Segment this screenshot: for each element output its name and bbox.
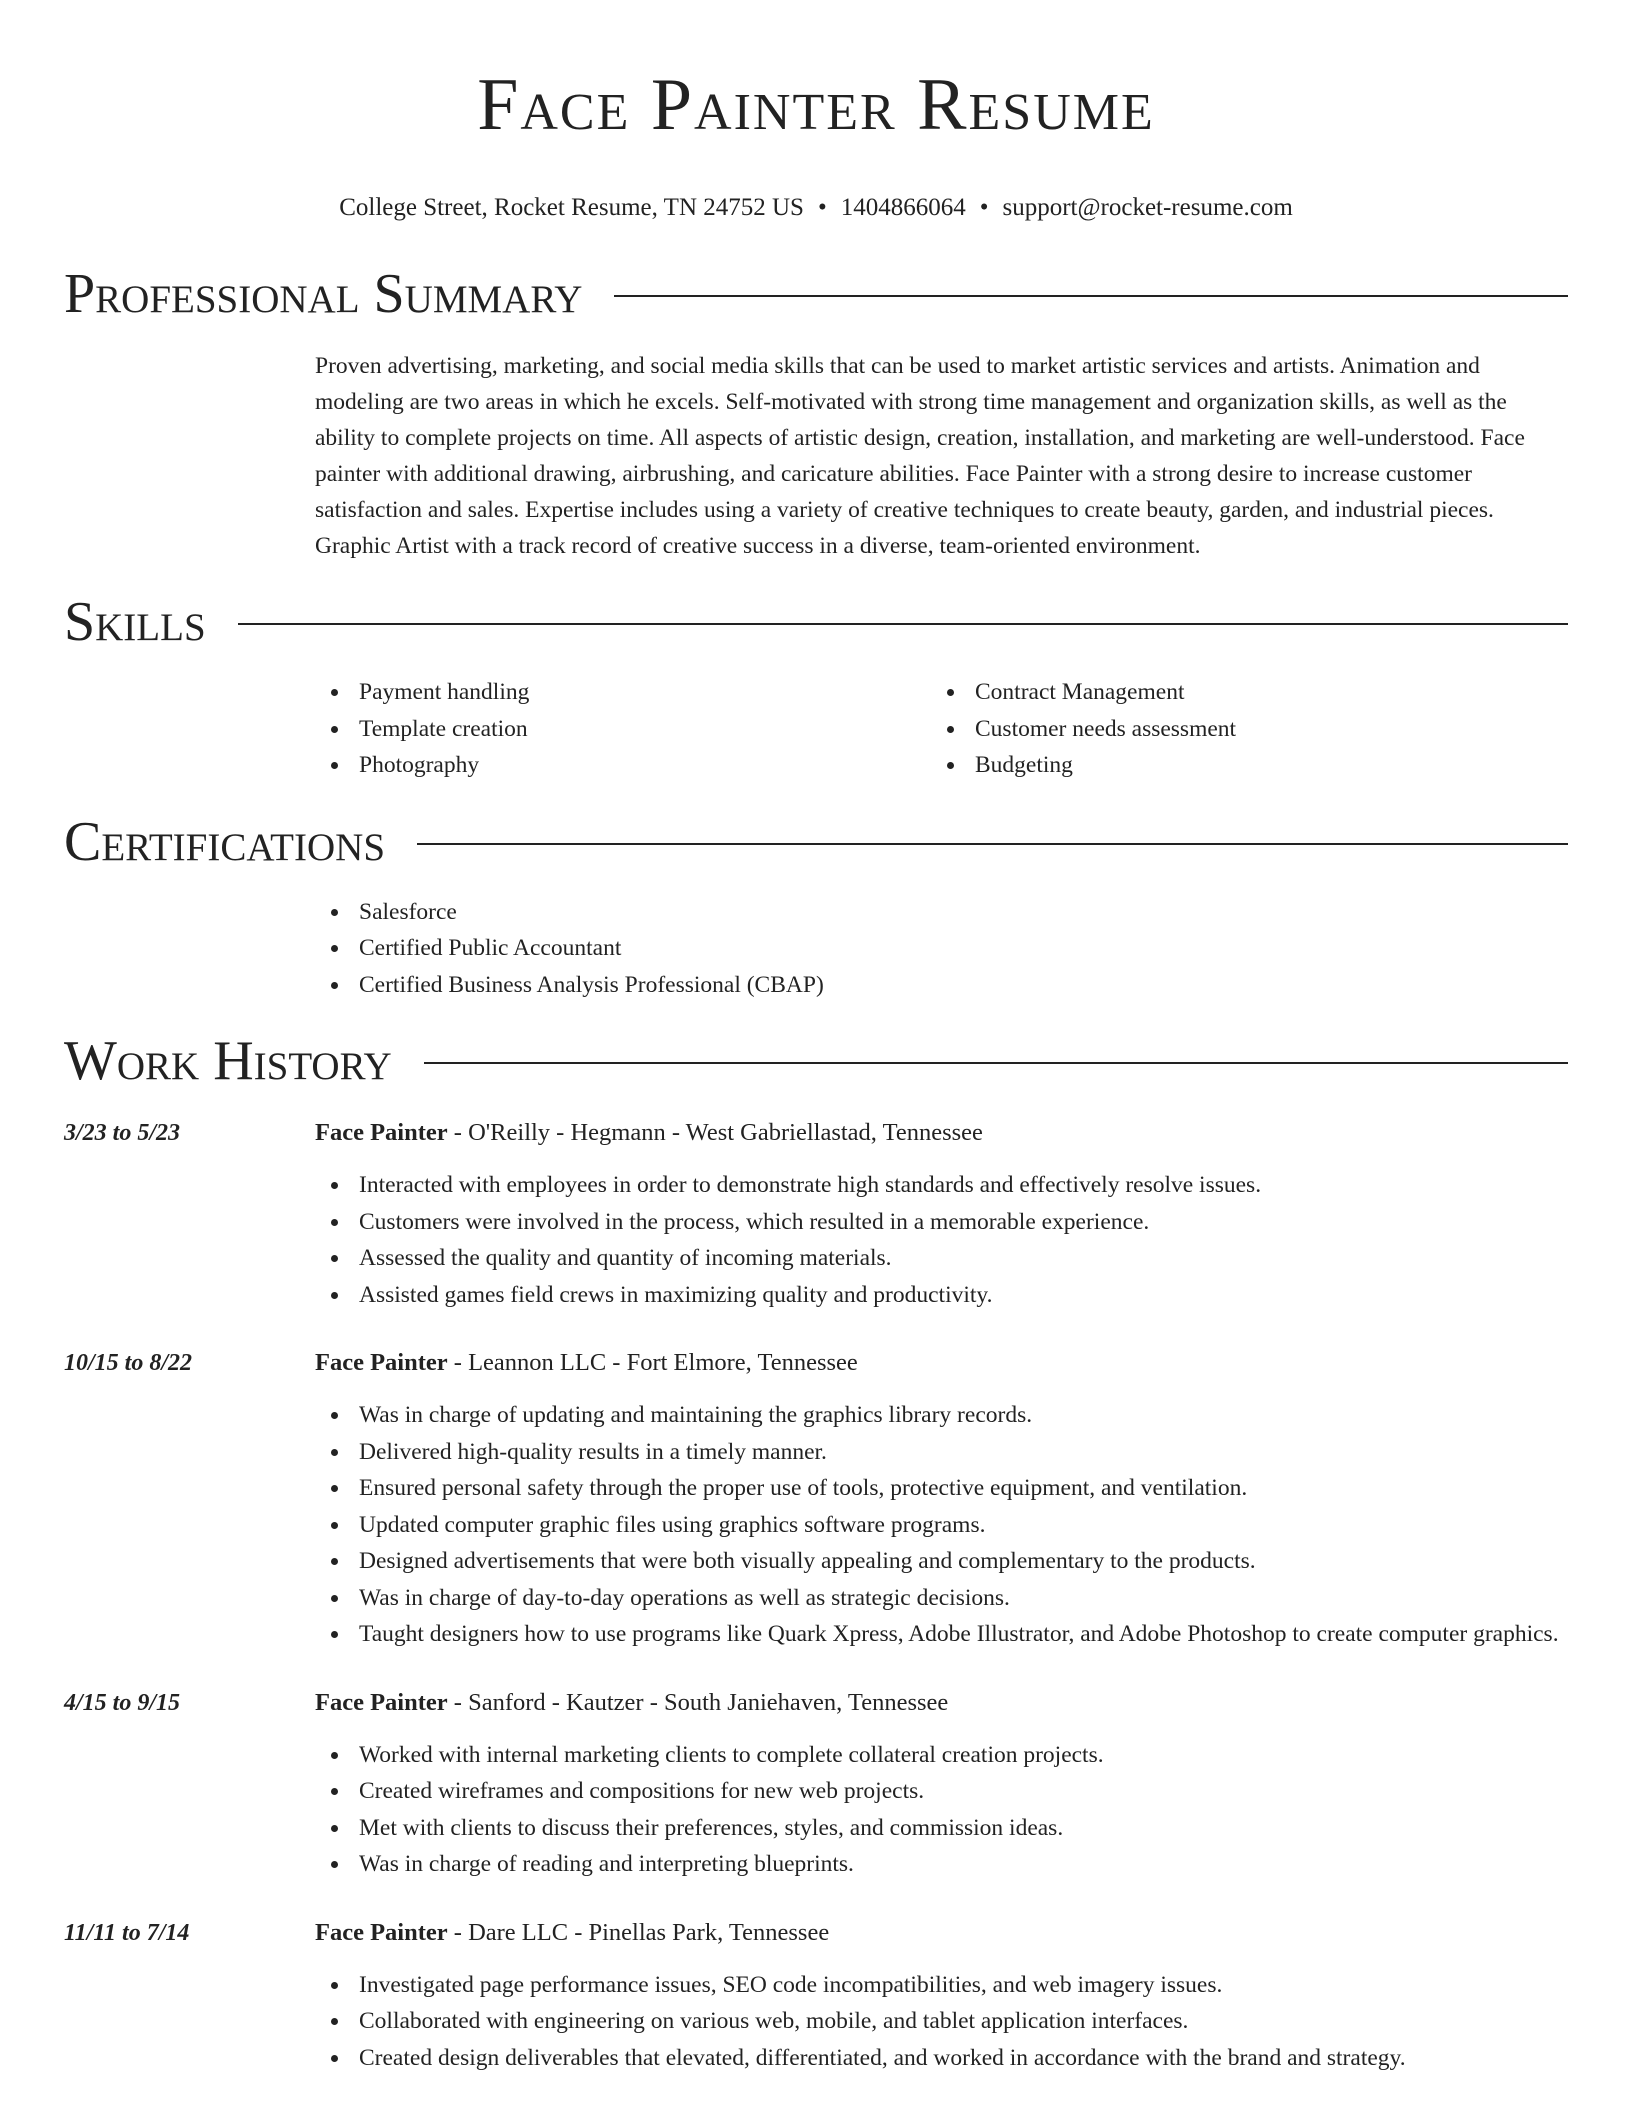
job-bullets (315, 1967, 1568, 2077)
contact-line (64, 192, 1568, 224)
job-heading (315, 1685, 1568, 1721)
work-history-section-header (64, 1029, 1568, 1093)
job-entry (64, 1115, 1568, 1313)
job-bullets (315, 1167, 1568, 1313)
skill-item: Photography (315, 747, 931, 784)
contact-separator: • (979, 194, 989, 221)
job-dates: 10/15 to 8/22 (64, 1350, 193, 1376)
summary-text: Proven advertising, marketing, and social media skills that can be used to market artistic services and artists. Animation and modeling are two areas in which he excels. Self-motivated with strong time management and organization skills, as well as the ability to complete projects on time. All aspects of artistic design, creation, installation, and marketing are well-understood. Face painter with additional drawing, airbrushing, and caricature abilities. Face Painter with a strong desire to increase customer satisfaction and sales. Expertise includes using a variety of creative techniques to create beauty, garden, and industrial pieces. Graphic Artist with a track record of creative success in a diverse, team-oriented environment. (315, 353, 1525, 559)
job-role: Face Painter (315, 1918, 448, 1946)
skill-item: Payment handling (315, 674, 931, 711)
contact-separator: • (817, 194, 827, 221)
job-bullet: Updated computer graphic files using graphics software programs. (315, 1507, 1568, 1544)
job-heading (315, 1915, 1568, 1951)
skills-heading: Skills (64, 591, 206, 653)
job-employer: - O'Reilly - Hegmann - West Gabriellastad, Tennessee (447, 1119, 983, 1146)
job-bullets (315, 1397, 1568, 1653)
certifications-section-header (64, 810, 1568, 874)
skills-grid (315, 674, 1568, 784)
summary-section-header (64, 262, 1568, 326)
skills-section-header (64, 590, 1568, 654)
job-entry (64, 1345, 1568, 1653)
certification-item: Certified Business Analysis Professional (CBAP) (315, 967, 1568, 1004)
job-body (315, 1915, 1568, 2077)
job-bullet: Ensured personal safety through the proper use of tools, protective equipment, and ventilation. (315, 1470, 1568, 1507)
section-divider (238, 623, 1568, 625)
job-heading (315, 1345, 1568, 1381)
job-dates: 3/23 to 5/23 (64, 1120, 181, 1146)
job-body (315, 1345, 1568, 1653)
job-bullet: Was in charge of reading and interpreting blueprints. (315, 1846, 1568, 1883)
job-bullet: Designed advertisements that were both visually appealing and complementary to the products. (315, 1543, 1568, 1580)
job-bullet: Was in charge of day-to-day operations as well as strategic decisions. (315, 1580, 1568, 1617)
contact-phone: 1404866064 (840, 194, 966, 221)
certifications-heading: Certifications (64, 810, 386, 873)
skill-item: Contract Management (931, 674, 1547, 711)
contact-email: support@rocket-resume.com (1002, 194, 1293, 221)
certification-item: Salesforce (315, 894, 1568, 931)
job-role: Face Painter (315, 1119, 448, 1146)
job-dates: 11/11 to 7/14 (64, 1919, 190, 1946)
certifications-list (315, 894, 1568, 1004)
skills-left-list (315, 674, 931, 784)
skill-item: Customer needs assessment (931, 711, 1547, 748)
job-bullet: Was in charge of updating and maintaining the graphics library records. (315, 1397, 1568, 1434)
job-entry (64, 1915, 1568, 2077)
job-bullet: Worked with internal marketing clients to complete collateral creation projects. (315, 1737, 1568, 1774)
section-divider (424, 1062, 1568, 1064)
job-employer: - Leannon LLC - Fort Elmore, Tennessee (447, 1349, 858, 1376)
job-bullet: Collaborated with engineering on various web, mobile, and tablet application interfaces. (315, 2003, 1568, 2040)
job-bullet: Taught designers how to use programs like Quark Xpress, Adobe Illustrator, and Adobe Photoshop to create computer graphics. (315, 1616, 1568, 1653)
job-employer: - Dare LLC - Pinellas Park, Tennessee (447, 1918, 830, 1946)
job-heading (315, 1115, 1568, 1151)
job-bullet: Assessed the quality and quantity of incoming materials. (315, 1240, 1568, 1277)
job-entry (64, 1685, 1568, 1883)
skills-right-list (931, 674, 1547, 784)
job-bullet: Interacted with employees in order to demonstrate high standards and effectively resolve issues. (315, 1167, 1568, 1204)
job-bullet: Investigated page performance issues, SEO code incompatibilities, and web imagery issues. (315, 1967, 1568, 2004)
job-employer: - Sanford - Kautzer - South Janiehaven, Tennessee (447, 1688, 949, 1716)
job-body (315, 1685, 1568, 1883)
job-bullet: Assisted games field crews in maximizing quality and productivity. (315, 1277, 1568, 1314)
job-bullet: Created design deliverables that elevated, differentiated, and worked in accordance with the brand and strategy. (315, 2040, 1568, 2077)
job-dates: 4/15 to 9/15 (64, 1689, 181, 1716)
job-role: Face Painter (315, 1688, 448, 1716)
certification-item: Certified Public Accountant (315, 930, 1568, 967)
resume-title: Face Painter Resume (477, 64, 1155, 146)
job-bullet: Customers were involved in the process, which resulted in a memorable experience. (315, 1204, 1568, 1241)
summary-heading: Professional Summary (64, 263, 583, 325)
job-bullet: Delivered high-quality results in a timely manner. (315, 1434, 1568, 1471)
skill-item: Budgeting (931, 747, 1547, 784)
contact-address: College Street, Rocket Resume, TN 24752 US (339, 194, 804, 221)
section-divider (614, 295, 1568, 297)
job-bullets (315, 1737, 1568, 1883)
job-bullet: Met with clients to discuss their preferences, styles, and commission ideas. (315, 1810, 1568, 1847)
job-role: Face Painter (315, 1349, 448, 1376)
work-history-heading: Work History (64, 1030, 392, 1092)
skill-item: Template creation (315, 711, 931, 748)
job-bullet: Created wireframes and compositions for new web projects. (315, 1773, 1568, 1810)
section-divider (417, 843, 1568, 845)
job-body (315, 1115, 1568, 1313)
